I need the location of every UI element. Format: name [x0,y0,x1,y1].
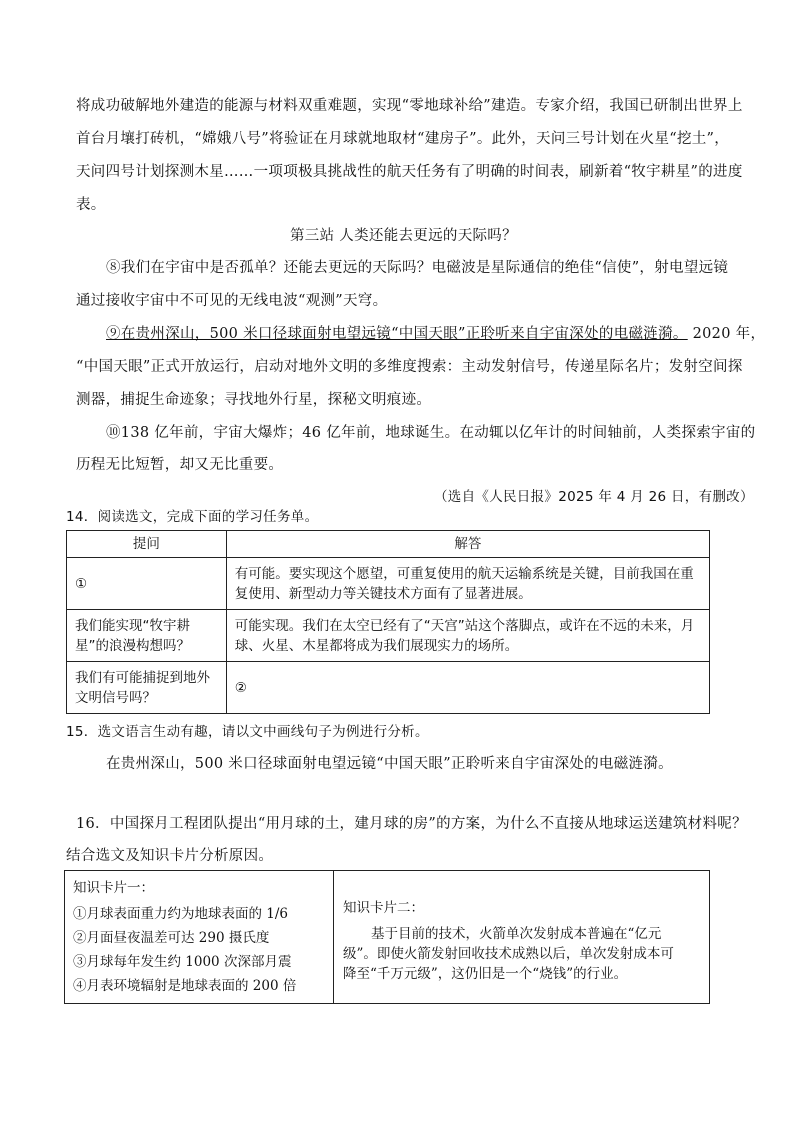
header-question: 提问 [67,531,227,558]
card-2-title: 知识卡片二： [343,900,424,916]
passage-line: ⑧我们在宇宙中是否孤单？还能去更远的天际吗？电磁波是星际通信的绝佳“信使”，射电望远镜 [106,260,729,276]
question-15-prompt: 15．选文语言生动有趣，请以文中画线句子为例进行分析。 [66,724,429,740]
question-16-prompt-cont: 结合选文及知识卡片分析原因。 [66,848,274,864]
passage-line: ⑩138 亿年前，宇宙大爆炸；46 亿年前，地球诞生。在动辄以亿年计的时间轴前，人类探索宇宙的 [106,425,756,441]
underlined-sentence [106,324,765,344]
header-answer: 解答 [226,531,709,558]
answer-cell: 有可能。要实现这个愿望，可重复使用的航天运输系统是关键，目前我国在重复使用、新型动力等关键技术方面有了显著进展。 [226,558,709,610]
passage-line: 通过接收宇宙中不可见的无线电波“观测”天穹。 [76,293,388,309]
knowledge-cards [64,870,710,1004]
passage-line: 历程无比短暂，却又无比重要。 [76,457,284,473]
answer-cell: 可能实现。我们在太空已经有了“天宫”站这个落脚点，或许在不远的未来，月球、火星、木星都将成为我们展现实力的场所。 [226,610,709,662]
table-row [67,558,710,610]
answer-blank[interactable]: ② [226,662,709,714]
passage-line: 天问四号计划探测木星……一项项极具挑战性的航天任务有了明确的时间表，刷新着“牧宇耕星”的进度 [76,164,743,180]
table-row [67,610,710,662]
station-heading: 第三站 人类还能去更远的天际吗？ [290,228,517,244]
card-1-item: ①月球表面重力约为地球表面的 1/6 [73,906,289,922]
passage-line: 测器，捕捉生命迹象；寻找地外行星，探秘文明痕迹。 [76,392,432,408]
card-1-item: ④月表环境辐射是地球表面的 200 倍 [73,978,297,994]
question-cell: 我们能实现“牧宇耕星”的浪漫构想吗？ [67,610,227,662]
passage-line: 表。 [76,197,106,213]
passage-text: 2020 年， [687,326,766,342]
passage-line: 将成功破解地外建造的能源与材料双重难题，实现“零地球补给”建造。专家介绍，我国已研制出世界上 [76,98,743,114]
card-1-item: ③月球每年发生约 1000 次深部月震 [73,954,292,970]
source-citation: （选自《人民日报》2025 年 4 月 26 日，有删改） [434,489,754,505]
question-cell: 我们有可能捕捉到地外文明信号吗？ [67,662,227,714]
table-header-row [67,531,710,558]
card-2-line: 基于目前的技术，火箭单次发射成本普遍在“亿元 [371,926,662,942]
question-14-prompt: 14．阅读选文，完成下面的学习任务单。 [66,509,319,525]
card-2-line: 降至“千万元级”，这仍旧是一个“烧钱”的行业。 [343,966,628,982]
quoted-sentence: 在贵州深山，500 米口径球面射电望远镜“中国天眼”正聆听来自宇宙深处的电磁涟漪。 [106,756,673,772]
underlined-text: ⑨在贵州深山，500 米口径球面射电望远镜“中国天眼”正聆听来自宇宙深处的电磁涟漪。 [106,326,688,342]
card-2-line: 级”。即使火箭发射回收技术成熟以后，单次发射成本可 [343,946,674,962]
table-row [67,662,710,714]
question-16-prompt: 16．中国探月工程团队提出“用月球的土，建月球的房”的方案，为什么不直接从地球运送建筑材料呢？ [76,816,747,832]
card-divider [333,871,334,1004]
card-1-title: 知识卡片一： [73,880,154,896]
passage-line: “中国天眼”正式开放运行，启动对地外文明的多维度搜索：主动发射信号，传递星际名片；发射空间探 [76,359,743,375]
passage-line: 首台月壤打砖机，“嫦娥八号”将验证在月球就地取材“建房子”。此外，天问三号计划在火星“挖土”， [76,131,730,147]
card-1-item: ②月面昼夜温差可达 290 摄氏度 [73,930,270,946]
question-cell: ① [67,558,227,610]
task-table [66,530,710,714]
